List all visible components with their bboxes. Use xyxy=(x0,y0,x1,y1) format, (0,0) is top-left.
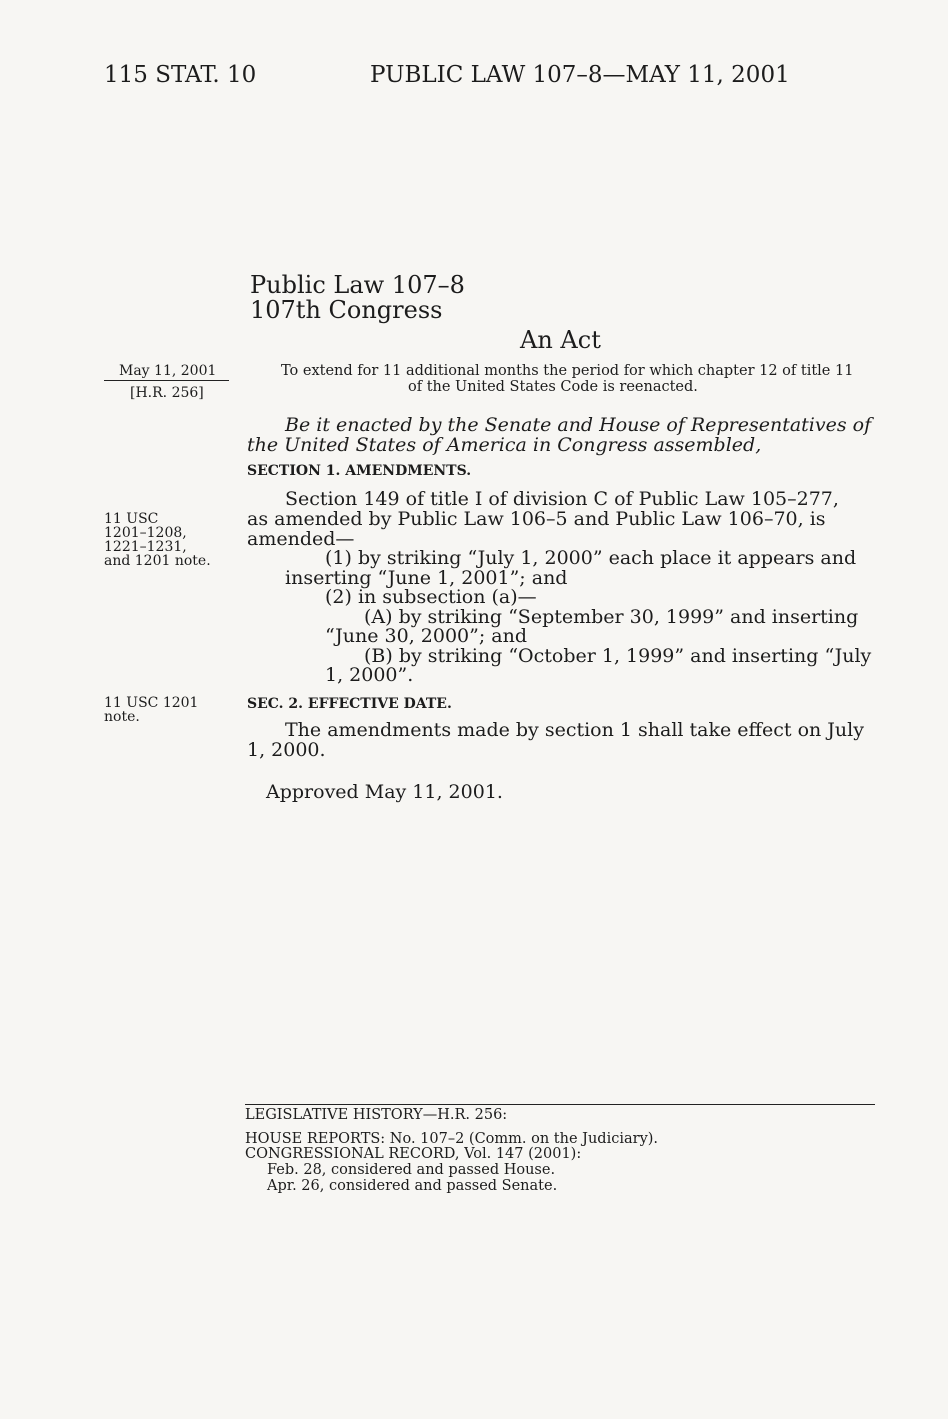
purpose-line-2: of the United States Code is reenacted. xyxy=(408,379,698,395)
approved-line: Approved May 11, 2001. xyxy=(266,781,503,803)
enacting-line-2: the United States of America in Congress assembled, xyxy=(247,434,762,456)
margin-divider xyxy=(104,380,229,381)
section-2-heading: SEC. 2. EFFECTIVE DATE. xyxy=(247,696,452,712)
item-a-line-2: “June 30, 2000”; and xyxy=(325,625,528,647)
history-entry-2: Apr. 26, considered and passed Senate. xyxy=(267,1178,558,1194)
margin-usc-1-line-2: 1201–1208, xyxy=(104,525,187,541)
section-1-line-1: Section 149 of title I of division C of Public Law 105–277, xyxy=(285,488,839,510)
section-1-line-3: amended— xyxy=(247,528,355,550)
enacting-line-1: Be it enacted by the Senate and House of Representatives of xyxy=(285,414,872,436)
item-1-line-2: inserting “June 1, 2001”; and xyxy=(285,567,568,589)
margin-usc-2-line-2: note. xyxy=(104,709,140,725)
margin-usc-2-line-1: 11 USC 1201 xyxy=(104,695,199,711)
section-1-line-2: as amended by Public Law 106–5 and Public Law 106–70, is xyxy=(247,508,826,530)
item-b-line-1: (B) by striking “October 1, 1999” and inserting “July xyxy=(364,645,872,667)
item-2: (2) in subsection (a)— xyxy=(325,586,537,608)
history-entry-1: Feb. 28, considered and passed House. xyxy=(267,1162,556,1178)
history-congressional-record: CONGRESSIONAL RECORD, Vol. 147 (2001): xyxy=(245,1146,582,1162)
congress: 107th Congress xyxy=(250,296,443,324)
margin-bill: [H.R. 256] xyxy=(130,385,204,401)
history-heading: LEGISLATIVE HISTORY—H.R. 256: xyxy=(245,1107,508,1123)
section-2-line-2: 1, 2000. xyxy=(247,739,326,761)
history-house-reports: HOUSE REPORTS: No. 107–2 (Comm. on the Judiciary). xyxy=(245,1131,659,1147)
act-heading: An Act xyxy=(520,326,601,354)
margin-usc-1-line-3: 1221–1231, xyxy=(104,539,187,555)
item-a-line-1: (A) by striking “September 30, 1999” and inserting xyxy=(364,606,859,628)
section-2-line-1: The amendments made by section 1 shall take effect on July xyxy=(285,719,864,741)
running-title: PUBLIC LAW 107–8—MAY 11, 2001 xyxy=(370,62,790,88)
section-1-heading: SECTION 1. AMENDMENTS. xyxy=(247,463,472,479)
margin-usc-1-line-4: and 1201 note. xyxy=(104,553,211,569)
margin-usc-1-line-1: 11 USC xyxy=(104,511,159,527)
law-number: Public Law 107–8 xyxy=(250,271,465,299)
margin-date: May 11, 2001 xyxy=(119,363,217,379)
history-rule xyxy=(245,1104,875,1105)
purpose-line-1: To extend for 11 additional months the period for which chapter 12 of title 11 xyxy=(281,363,854,379)
item-1-line-1: (1) by striking “July 1, 2000” each place it appears and xyxy=(325,547,857,569)
page-stat: 115 STAT. 10 xyxy=(104,62,257,88)
item-b-line-2: 1, 2000”. xyxy=(325,664,414,686)
